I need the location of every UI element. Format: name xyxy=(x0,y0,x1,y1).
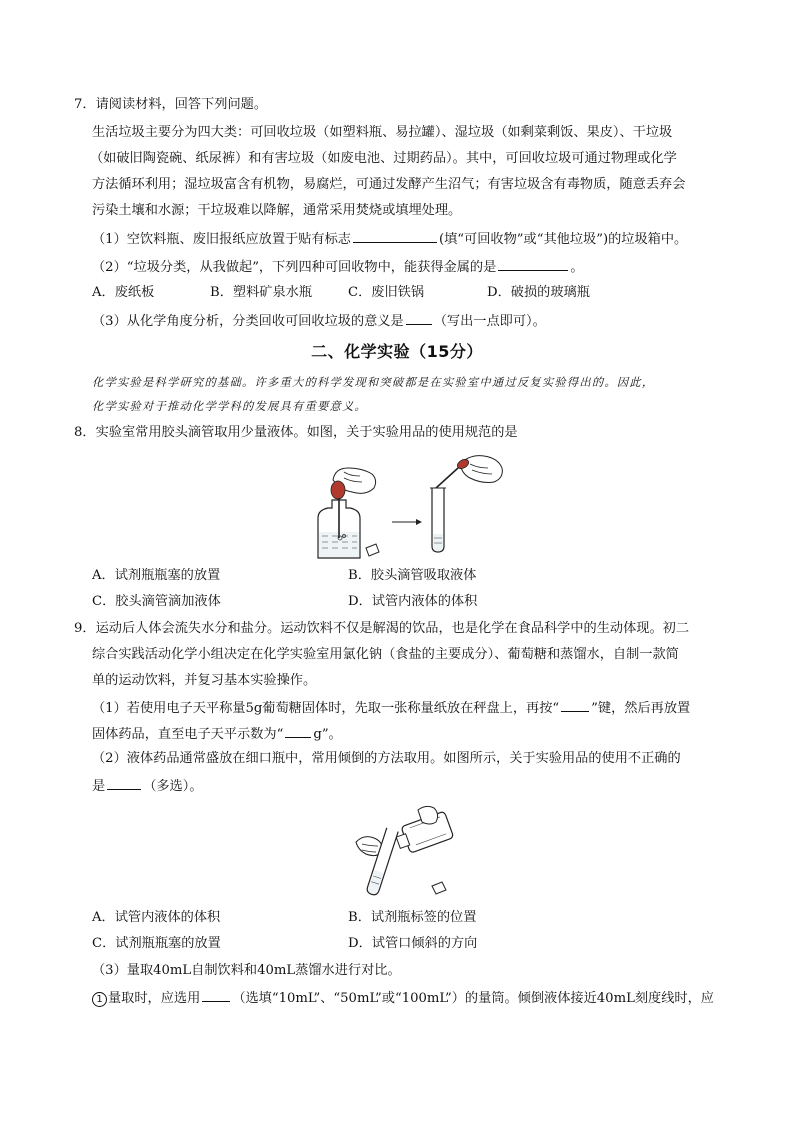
circled-number-one: 1 xyxy=(92,992,107,1007)
q9-sub3: （3）量取40mL自制饮料和40mL蒸馏水进行对比。 xyxy=(92,963,401,978)
q9-sub2-blank[interactable] xyxy=(107,776,141,790)
q9-figure xyxy=(352,802,464,902)
q9-stem-line-1: 9．运动后人体会流失水分和盐分。运动饮料不仅是解渴的饮品，也是化学在食品科学中的生动体现。初二 xyxy=(74,621,690,636)
q9-option-a[interactable]: A．试管内液体的体积 xyxy=(92,910,221,925)
q7-option-b[interactable]: B．塑料矿泉水瓶 xyxy=(210,285,313,300)
q9-sub1-text-a: （1）若使用电子天平称量5g葡萄糖固体时，先取一张称量纸放在秤盘上，再按“ xyxy=(92,701,560,716)
q9-sub1-value-blank[interactable] xyxy=(285,724,311,738)
q7-sub1-text-b: (填“可回收物”或“其他垃圾”)的垃圾箱中。 xyxy=(438,232,688,247)
q7-sub2-text-b: 。 xyxy=(570,260,584,275)
q9-sub3-1-blank[interactable] xyxy=(202,988,230,1002)
q9-sub1-line-2 xyxy=(92,724,342,744)
q7-sub1 xyxy=(92,229,687,249)
q7-sub3-blank[interactable] xyxy=(406,311,432,325)
q9-sub2-text-b: （多选）。 xyxy=(143,779,203,794)
section-title: 二、化学实验（15分） xyxy=(311,342,483,361)
q7-sub2-text-a: （2）“垃圾分类，从我做起”，下列四种可回收物中，能获得金属的是 xyxy=(92,260,497,275)
q7-material-line-2: （如破旧陶瓷碗、纸尿裤）和有害垃圾（如废电池、过期药品）。其中，可回收垃圾可通过物理或化学 xyxy=(90,151,677,166)
q7-sub3-text-b: （写出一点即可）。 xyxy=(433,314,546,329)
q7-sub2 xyxy=(92,257,584,277)
q9-sub3-item-1 xyxy=(92,988,714,1008)
q9-sub3-1-text-b: （选填“10mL”、“50mL”或“100mL”）的量筒。倾倒液体接近40mL刻度线时，应 xyxy=(232,991,714,1006)
q9-sub2-text-a: 是 xyxy=(92,779,106,794)
section-intro-line-2: 化学实验对于推动化学学科的发展具有重要意义。 xyxy=(92,400,367,413)
q9-stem-line-2: 综合实践活动化学小组决定在化学实验室用氯化钠（食盐的主要成分）、葡萄糖和蒸馏水，自制一款简 xyxy=(92,647,679,662)
section-intro-line-1: 化学实验是科学研究的基础。许多重大的科学发现和突破都是在实验室中通过反复实验得出的。因此， xyxy=(92,376,655,389)
q7-sub1-blank[interactable] xyxy=(353,229,437,243)
q9-sub1-text-b: ”键，然后再放置 xyxy=(591,701,691,716)
q9-sub3-1-text-a: 量取时，应选用 xyxy=(108,991,201,1006)
q8-stem: 8．实验室常用胶头滴管取用少量液体。如图，关于实验用品的使用规范的是 xyxy=(74,425,518,440)
q7-sub2-blank[interactable] xyxy=(498,257,568,271)
q9-sub2-line-1: （2）液体药品通常盛放在细口瓶中，常用倾倒的方法取用。如图所示，关于实验用品的使用不正确的 xyxy=(92,751,681,766)
q9-sub1-line-1 xyxy=(92,698,690,718)
q8-option-c[interactable]: C．胶头滴管滴加液体 xyxy=(92,594,221,609)
q8-figure xyxy=(300,450,510,560)
q8-option-d[interactable]: D．试管内液体的体积 xyxy=(348,594,478,609)
q7-stem: 7．请阅读材料，回答下列问题。 xyxy=(74,97,268,112)
q9-option-c[interactable]: C．试剂瓶瓶塞的放置 xyxy=(92,936,221,951)
q7-option-c[interactable]: C．废旧铁锅 xyxy=(348,285,425,300)
q9-sub1-key-blank[interactable] xyxy=(561,698,589,712)
q7-sub1-text-a: （1）空饮料瓶、废旧报纸应放置于贴有标志 xyxy=(92,232,351,247)
q9-option-d[interactable]: D．试管口倾斜的方向 xyxy=(348,936,478,951)
q7-sub3 xyxy=(92,311,546,331)
q9-option-b[interactable]: B．试剂瓶标签的位置 xyxy=(348,910,477,925)
q7-sub3-text-a: （3）从化学角度分析，分类回收可回收垃圾的意义是 xyxy=(92,314,404,329)
q7-material-line-3: 方法循环利用；湿垃圾富含有机物，易腐烂，可通过发酵产生沼气；有害垃圾含有毒物质，随意丢弃会 xyxy=(92,177,686,192)
q7-option-d[interactable]: D．破损的玻璃瓶 xyxy=(487,285,590,300)
q8-option-b[interactable]: B．胶头滴管吸取液体 xyxy=(348,568,477,583)
q9-sub1-text-d: g”。 xyxy=(313,727,342,742)
q7-option-a[interactable]: A．废纸板 xyxy=(92,285,155,300)
q7-material-line-1: 生活垃圾主要分为四大类：可回收垃圾（如塑料瓶、易拉罐）、湿垃圾（如剩菜剩饭、果皮）、干垃圾 xyxy=(92,125,673,140)
q8-option-a[interactable]: A．试剂瓶瓶塞的放置 xyxy=(92,568,221,583)
q9-sub2-line-2 xyxy=(92,776,203,796)
q9-stem-line-3: 单的运动饮料，并复习基本实验操作。 xyxy=(92,673,317,688)
q9-sub1-text-c: 固体药品，直至电子天平示数为“ xyxy=(92,727,284,742)
q7-material-line-4: 污染土壤和水源；干垃圾难以降解，通常采用焚烧或填埋处理。 xyxy=(92,203,462,218)
